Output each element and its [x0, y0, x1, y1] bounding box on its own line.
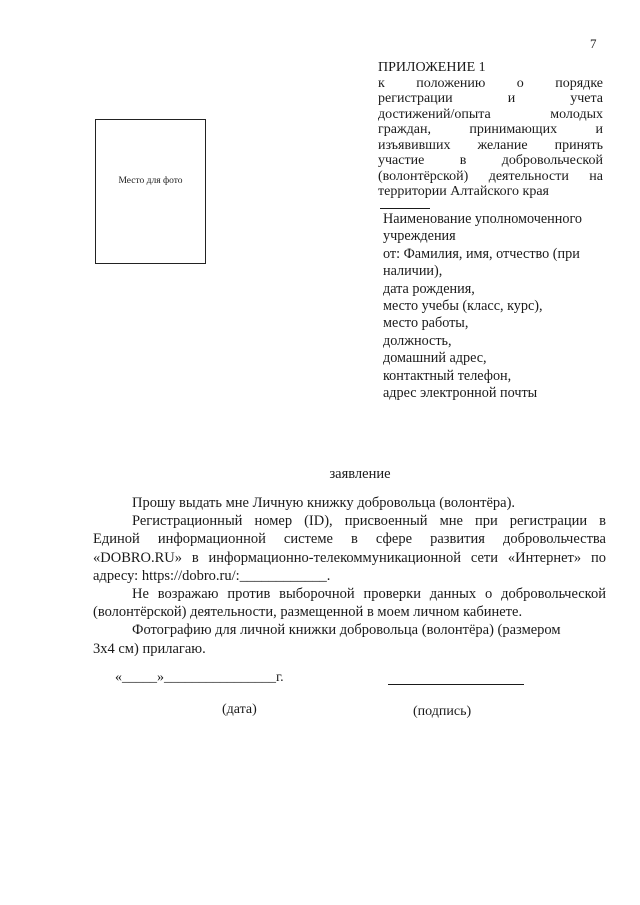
addressee-line: адрес электронной почты: [383, 385, 538, 402]
appendix-line: участие в добровольческой: [378, 153, 603, 168]
addressee-line: наличии),: [383, 263, 443, 280]
statement-title: заявление: [329, 466, 391, 482]
appendix-line: граждан, принимающих и: [378, 122, 603, 137]
statement-line: Фотографию для личной книжки добровольца (волонтёра) (размером: [132, 622, 561, 639]
addressee-line: домашний адрес,: [383, 350, 487, 367]
heading-separator: [380, 208, 430, 209]
appendix-heading: [378, 60, 603, 200]
addressee-line: место учебы (класс, курс),: [383, 298, 543, 315]
addressee-line: дата рождения,: [383, 280, 475, 297]
appendix-line: достижений/опыта молодых: [378, 106, 603, 122]
addressee-line: Наименование уполномоченного: [383, 211, 582, 227]
addressee-line: от: Фамилия, имя, отчество (при: [383, 245, 580, 262]
statement-line: Регистрационный номер (ID), присвоенный мне при регистрации в: [132, 513, 606, 530]
appendix-title: ПРИЛОЖЕНИЕ 1: [378, 60, 486, 75]
statement-line: «DOBRO.RU» в информационно-телекоммуникационной сети «Интернет» по: [93, 549, 606, 566]
statement-line: адресу: https://dobro.ru/:____________.: [93, 567, 331, 584]
statement-line: Единой информационной системе в сфере развития добровольчества: [93, 531, 606, 548]
photo-placeholder: [95, 119, 206, 264]
addressee-block: [383, 211, 611, 402]
appendix-line: к положению о порядке: [378, 75, 603, 91]
statement-line: (волонтёрской) деятельности, размещенной в моем личном кабинете.: [93, 604, 523, 621]
statement-line: 3х4 см) прилагаю.: [93, 640, 206, 657]
addressee-line: место работы,: [383, 315, 469, 332]
statement-line: Не возражаю против выборочной проверки данных о добровольческой: [132, 586, 606, 603]
statement-body: [93, 494, 606, 658]
addressee-line: должность,: [383, 332, 452, 349]
appendix-line: изъявивших желание принять: [378, 137, 603, 153]
date-caption: (дата): [222, 702, 257, 717]
appendix-line: (волонтёрской) деятельности на: [378, 168, 603, 184]
page-number: 7: [590, 36, 597, 51]
signature-field: [388, 684, 524, 685]
statement-line: Прошу выдать мне Личную книжку добровольца (волонтёра).: [132, 495, 516, 511]
addressee-line: контактный телефон,: [383, 367, 512, 384]
date-field: «_____»________________г.: [115, 670, 284, 685]
appendix-line: регистрации и учета: [378, 91, 603, 106]
appendix-line: территории Алтайского края: [378, 184, 549, 199]
photo-label: Место для фото: [118, 176, 183, 186]
addressee-line: учреждения: [383, 228, 456, 245]
signature-caption: (подпись): [413, 704, 472, 719]
